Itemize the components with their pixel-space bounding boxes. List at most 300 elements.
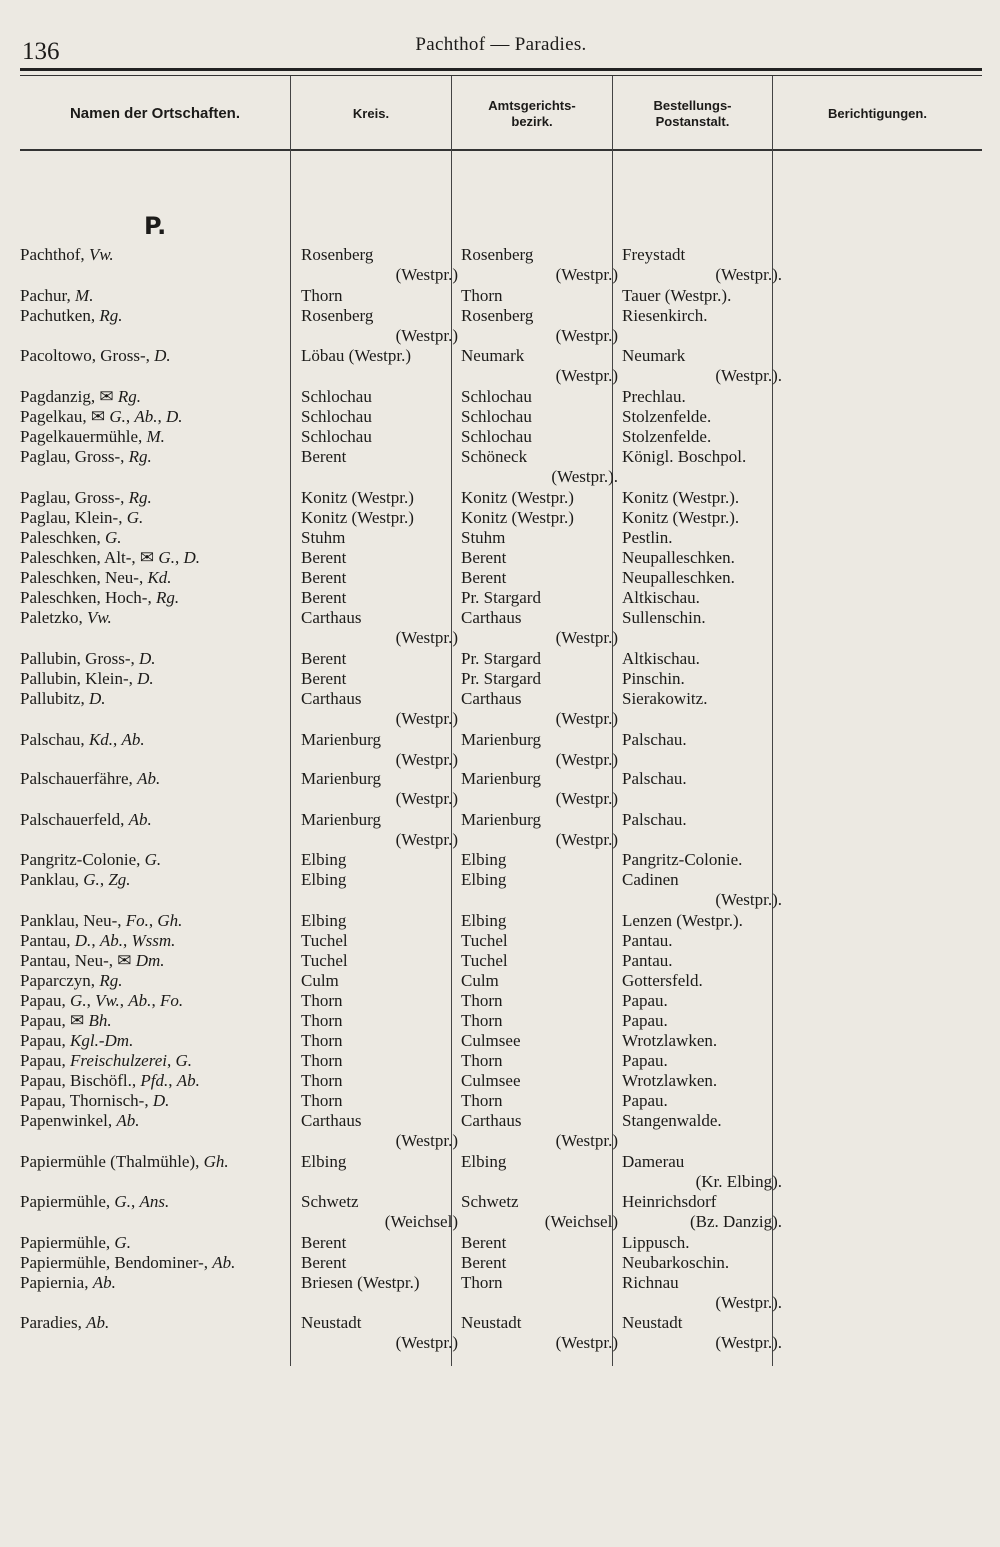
cell-line: Sullenschin. (622, 608, 706, 627)
cell-line: Stangenwalde. (622, 1111, 722, 1130)
cell-line: Konitz (Westpr.). (622, 508, 740, 527)
kreis-cell (301, 1192, 458, 1233)
cell-line: Elbing (461, 1152, 507, 1171)
cell-line: (Westpr.) (395, 1131, 458, 1151)
cell-line: Konitz (Westpr.) (301, 508, 414, 527)
cell-line: Schlochau (301, 387, 372, 406)
cell-line: Thorn (461, 1091, 503, 1110)
amtsgericht-cell (461, 1011, 618, 1031)
place-type-abbr: D. (165, 407, 183, 426)
place-type-abbr: G. (83, 870, 100, 889)
place-name: Palschauerfeld, Ab. (20, 810, 152, 829)
cell-line: Carthaus (301, 1111, 362, 1130)
place-type-abbr: D. (154, 346, 171, 365)
cell-line: (Weichsel) (384, 1212, 458, 1232)
header-rule-thin (20, 75, 982, 76)
cell-line: (Westpr.) (395, 326, 458, 346)
kreis-cell (301, 528, 458, 548)
postanstalt-cell (622, 810, 782, 830)
amtsgericht-cell (461, 528, 618, 548)
amtsgericht-cell (461, 669, 618, 689)
cell-line: (Westpr.). (715, 1293, 782, 1313)
place-name: Pallubin, Gross-, D. (20, 649, 156, 668)
cell-line: Culmsee (461, 1031, 521, 1050)
cell-line: Marienburg (301, 769, 381, 788)
place-type-abbr: Freischulzerei (70, 1051, 167, 1070)
place-name: Panklau, Neu-, Fo., Gh. (20, 911, 183, 930)
cell-line: Carthaus (461, 689, 522, 708)
amtsgericht-cell (461, 730, 618, 771)
cell-line: Elbing (301, 850, 347, 869)
kreis-cell (301, 427, 458, 447)
cell-line: Konitz (Westpr.) (461, 488, 574, 507)
place-type-abbr: Rg. (128, 447, 152, 466)
kreis-cell (301, 1051, 458, 1071)
amtsgericht-cell (461, 245, 618, 286)
place-name: Pantau, Neu-, ✉ Dm. (20, 951, 165, 970)
place-type-abbr: Kd. (147, 568, 172, 587)
place-type-abbr: Ab. (99, 931, 123, 950)
place-name: Pallubin, Klein-, D. (20, 669, 154, 688)
cell-line: Carthaus (301, 689, 362, 708)
cell-line: (Westpr.) (395, 830, 458, 850)
place-type-abbr: Wssm. (131, 931, 176, 950)
place-name: Papiernia, Ab. (20, 1273, 116, 1292)
place-name: Paglau, Gross-, Rg. (20, 447, 152, 466)
kreis-cell (301, 850, 458, 870)
kreis-cell (301, 447, 458, 467)
postanstalt-cell (622, 588, 782, 608)
cell-line: Berent (301, 447, 347, 466)
postanstalt-cell (622, 286, 782, 306)
kreis-cell (301, 931, 458, 951)
cell-line: Tuchel (301, 931, 348, 950)
cell-line: (Westpr.) (555, 326, 618, 346)
column-header-name: Namen der Ortschaften. (69, 105, 241, 122)
cell-line: Schlochau (461, 407, 532, 426)
postanstalt-cell (622, 568, 782, 588)
amtsgericht-cell (461, 407, 618, 427)
postanstalt-cell (622, 427, 782, 447)
cell-line: Pantau. (622, 931, 673, 950)
place-type-abbr: Zg. (108, 870, 131, 889)
cell-line: Thorn (301, 1091, 343, 1110)
cell-line: (Westpr.) (395, 1333, 458, 1353)
place-type-abbr: Rg. (117, 387, 141, 406)
postanstalt-cell (622, 306, 782, 326)
place-type-abbr: Dm. (135, 951, 165, 970)
place-type-abbr: G. (114, 1192, 131, 1211)
place-name: Pachthof, Vw. (20, 245, 114, 264)
postanstalt-cell (622, 1051, 782, 1071)
place-name: Pacoltowo, Gross-, D. (20, 346, 171, 365)
kreis-cell (301, 346, 458, 366)
cell-line: Schlochau (461, 427, 532, 446)
cell-line: Neubarkoschin. (622, 1253, 730, 1272)
postanstalt-cell (622, 245, 782, 286)
amtsgericht-cell (461, 649, 618, 669)
cell-line: (Westpr.) (395, 265, 458, 285)
postanstalt-cell (622, 951, 782, 971)
amtsgericht-cell (461, 488, 618, 508)
cell-line: Papau. (622, 1091, 668, 1110)
kreis-cell (301, 730, 458, 771)
cell-line: Culm (301, 971, 339, 990)
cell-line: (Westpr.) (555, 366, 618, 386)
kreis-cell (301, 488, 458, 508)
cell-line: Elbing (461, 870, 507, 889)
cell-line: (Westpr.) (555, 830, 618, 850)
amtsgericht-cell (461, 951, 618, 971)
kreis-cell (301, 911, 458, 931)
place-type-abbr: Vw. (88, 245, 114, 264)
place-type-abbr: D. (88, 689, 106, 708)
amtsgericht-cell (461, 608, 618, 649)
amtsgericht-cell (461, 1253, 618, 1273)
cell-line: Stolzenfelde. (622, 427, 712, 446)
place-type-abbr: Vw. (87, 608, 112, 627)
cell-line: Culm (461, 971, 499, 990)
cell-line: Thorn (461, 1273, 503, 1292)
cell-line: Berent (461, 548, 507, 567)
kreis-cell (301, 1071, 458, 1091)
place-type-abbr: D. (137, 669, 154, 688)
cell-line: Thorn (461, 1011, 503, 1030)
section-letter: P. (144, 212, 167, 240)
cell-line: (Westpr.) (555, 1131, 618, 1151)
postanstalt-cell (622, 649, 782, 669)
cell-line: (Weichsel) (544, 1212, 618, 1232)
cell-line: Thorn (301, 286, 343, 305)
cell-line: Konitz (Westpr.) (301, 488, 414, 507)
cell-line: Pr. Stargard (461, 669, 541, 688)
cell-line: Pestlin. (622, 528, 673, 547)
cell-line: Marienburg (461, 730, 541, 749)
kreis-cell (301, 810, 458, 851)
cell-line: Altkischau. (622, 649, 700, 668)
place-name: Paleschken, Hoch-, Rg. (20, 588, 180, 607)
cell-line: (Westpr.) (395, 789, 458, 809)
kreis-cell (301, 245, 458, 286)
cell-line: Pangritz-Colonie. (622, 850, 743, 869)
cell-line: Neustadt (301, 1313, 362, 1332)
cell-line: (Bz. Danzig). (689, 1212, 782, 1232)
cell-line: Elbing (461, 850, 507, 869)
place-type-abbr: D. (152, 1091, 170, 1110)
postanstalt-cell (622, 1111, 782, 1131)
postanstalt-cell (622, 407, 782, 427)
place-type-abbr: Pfd. (140, 1071, 169, 1090)
cell-line: Thorn (461, 1051, 503, 1070)
cell-line: Palschau. (622, 730, 687, 749)
place-name: Pangritz-Colonie, G. (20, 850, 162, 869)
cell-line: Thorn (301, 1031, 343, 1050)
postanstalt-cell (622, 1233, 782, 1253)
cell-line: Damerau (622, 1152, 685, 1171)
cell-line: Prechlau. (622, 387, 686, 406)
header-rule-thick (20, 68, 982, 71)
amtsgericht-cell (461, 769, 618, 810)
cell-line: Elbing (301, 1152, 347, 1171)
cell-line: Elbing (461, 911, 507, 930)
place-name: Papau, ✉ Bh. (20, 1011, 112, 1030)
place-name: Palschauerfähre, Ab. (20, 769, 161, 788)
cell-line: Tuchel (301, 951, 348, 970)
place-name: Papau, Freischulzerei, G. (20, 1051, 193, 1070)
cell-line: Berent (461, 1253, 507, 1272)
place-type-abbr: Ab. (212, 1253, 236, 1272)
cell-line: Tuchel (461, 931, 508, 950)
place-name: Paradies, Ab. (20, 1313, 110, 1332)
cell-line: Berent (301, 548, 347, 567)
postanstalt-cell (622, 991, 782, 1011)
place-type-abbr: Ab. (128, 810, 152, 829)
postanstalt-cell (622, 850, 782, 870)
cell-line: Wrotzlawken. (622, 1071, 718, 1090)
kreis-cell (301, 568, 458, 588)
kreis-cell (301, 387, 458, 407)
place-name: Papiermühle (Thalmühle), Gh. (20, 1152, 229, 1171)
amtsgericht-cell (461, 548, 618, 568)
kreis-cell (301, 588, 458, 608)
cell-line: Culmsee (461, 1071, 521, 1090)
column-header-rule (20, 149, 982, 151)
place-type-abbr: Kgl.-Dm. (70, 1031, 134, 1050)
cell-line: (Westpr.) (555, 789, 618, 809)
amtsgericht-cell (461, 427, 618, 447)
amtsgericht-cell (461, 1051, 618, 1071)
place-name: Paleschken, Alt-, ✉ G., D. (20, 548, 200, 567)
amtsgericht-cell (461, 991, 618, 1011)
postanstalt-cell (622, 1192, 782, 1233)
kreis-cell (301, 669, 458, 689)
kreis-cell (301, 508, 458, 528)
cell-line: Palschau. (622, 810, 687, 829)
kreis-cell (301, 870, 458, 890)
cell-line: Thorn (301, 1011, 343, 1030)
cell-line: Schwetz (301, 1192, 359, 1211)
cell-line: Schöneck (461, 447, 528, 466)
place-type-abbr: Ab. (128, 991, 152, 1010)
postanstalt-cell (622, 1313, 782, 1354)
kreis-cell (301, 1152, 458, 1172)
cell-line: (Westpr.). (715, 1333, 782, 1353)
kreis-cell (301, 1273, 458, 1293)
place-type-abbr: Kd. (88, 730, 114, 749)
place-type-abbr: G. (126, 508, 144, 527)
cell-line: Gottersfeld. (622, 971, 703, 990)
amtsgericht-cell (461, 689, 618, 730)
running-head: Pachthof — Paradies. (415, 34, 587, 55)
column-divider-1 (290, 76, 291, 1366)
place-type-abbr: Vw. (95, 991, 120, 1010)
place-name: Paleschken, G. (20, 528, 122, 547)
amtsgericht-cell (461, 286, 618, 306)
cell-line: Neupalleschken. (622, 548, 735, 567)
cell-line: Neumark (461, 346, 525, 365)
kreis-cell (301, 286, 458, 306)
kreis-cell (301, 1313, 458, 1354)
place-name: Pachutken, Rg. (20, 306, 123, 325)
cell-line: Berent (461, 1233, 507, 1252)
cell-line: Palschau. (622, 769, 687, 788)
place-type-abbr: M. (146, 427, 165, 446)
place-type-abbr: Ab. (176, 1071, 200, 1090)
kreis-cell (301, 769, 458, 810)
amtsgericht-cell (461, 911, 618, 931)
postanstalt-cell (622, 488, 782, 508)
place-type-abbr: G. (114, 1233, 131, 1252)
place-name: Papau, Bischöfl., Pfd., Ab. (20, 1071, 200, 1090)
cell-line: (Westpr.) (395, 750, 458, 770)
place-name: Paglau, Gross-, Rg. (20, 488, 152, 507)
place-type-abbr: Bh. (88, 1011, 112, 1030)
postanstalt-cell (622, 931, 782, 951)
cell-line: Berent (301, 669, 347, 688)
cell-line: Konitz (Westpr.) (461, 508, 574, 527)
place-type-abbr: Rg. (99, 306, 123, 325)
cell-line: Neustadt (622, 1313, 683, 1332)
amtsgericht-cell (461, 568, 618, 588)
place-name: Paglau, Klein-, G. (20, 508, 144, 527)
cell-line: Stuhm (301, 528, 346, 547)
amtsgericht-cell (461, 1071, 618, 1091)
place-name: Papau, G., Vw., Ab., Fo. (20, 991, 184, 1010)
cell-line: Thorn (461, 991, 503, 1010)
place-type-abbr: Gh. (157, 911, 183, 930)
cell-line: (Westpr.). (715, 890, 782, 910)
amtsgericht-cell (461, 850, 618, 870)
place-name: Paleschken, Neu-, Kd. (20, 568, 172, 587)
cell-line: (Westpr.) (555, 628, 618, 648)
cell-line: Carthaus (301, 608, 362, 627)
kreis-cell (301, 689, 458, 730)
kreis-cell (301, 991, 458, 1011)
place-name: Papenwinkel, Ab. (20, 1111, 140, 1130)
cell-line: Schlochau (461, 387, 532, 406)
cell-line: Thorn (301, 991, 343, 1010)
cell-line: Rosenberg (301, 306, 374, 325)
cell-line: Berent (301, 568, 347, 587)
cell-line: Schlochau (301, 427, 372, 446)
amtsgericht-cell (461, 1192, 618, 1233)
cell-line: Berent (301, 1233, 347, 1252)
kreis-cell (301, 1011, 458, 1031)
place-type-abbr: Rg. (155, 588, 180, 607)
cell-line: Marienburg (301, 810, 381, 829)
amtsgericht-cell (461, 1152, 618, 1172)
cell-line: Stuhm (461, 528, 506, 547)
cell-line: Königl. Boschpol. (622, 447, 747, 466)
amtsgericht-cell (461, 346, 618, 387)
place-type-abbr: G. (104, 528, 122, 547)
cell-line: (Westpr.) (555, 265, 618, 285)
cell-line: Schlochau (301, 407, 372, 426)
column-header-kreis: Kreis. (352, 106, 390, 121)
kreis-cell (301, 1253, 458, 1273)
amtsgericht-cell (461, 508, 618, 528)
column-header-postanstalt: Bestellungs- Postanstalt. (653, 98, 732, 129)
postanstalt-cell (622, 447, 782, 467)
postanstalt-cell (622, 1091, 782, 1111)
cell-line: (Westpr.) (395, 709, 458, 729)
cell-line: Rosenberg (301, 245, 374, 264)
place-name: Pagelkau, ✉ G., Ab., D. (20, 407, 183, 426)
place-name: Pagdanzig, ✉ Rg. (20, 387, 141, 406)
cell-line: Rosenberg (461, 245, 534, 264)
cell-line: Marienburg (301, 730, 381, 749)
place-type-abbr: Ans. (139, 1192, 170, 1211)
place-type-abbr: G. (70, 991, 87, 1010)
place-name: Pachur, M. (20, 286, 94, 305)
place-type-abbr: G. (158, 548, 175, 567)
cell-line: Tuchel (461, 951, 508, 970)
page-number: 136 (22, 38, 60, 65)
cell-line: Stolzenfelde. (622, 407, 712, 426)
place-type-abbr: G. (144, 850, 162, 869)
cell-line: (Westpr.) (555, 1333, 618, 1353)
cell-line: (Kr. Elbing). (695, 1172, 782, 1192)
cell-line: Lenzen (Westpr.). (622, 911, 743, 930)
postanstalt-cell (622, 1152, 782, 1193)
place-name: Palschau, Kd., Ab. (20, 730, 145, 749)
place-type-abbr: Gh. (203, 1152, 229, 1171)
cell-line: (Westpr.). (551, 467, 618, 487)
amtsgericht-cell (461, 971, 618, 991)
postanstalt-cell (622, 508, 782, 528)
amtsgericht-cell (461, 1273, 618, 1293)
cell-line: (Westpr.) (395, 628, 458, 648)
cell-line: Löbau (Westpr.) (301, 346, 412, 365)
place-type-abbr: Ab. (134, 407, 158, 426)
amtsgericht-cell (461, 588, 618, 608)
cell-line: Pinschin. (622, 669, 685, 688)
cell-line: Marienburg (461, 769, 541, 788)
amtsgericht-cell (461, 1111, 618, 1152)
postanstalt-cell (622, 528, 782, 548)
cell-line: Thorn (461, 286, 503, 305)
postanstalt-cell (622, 387, 782, 407)
place-name: Pallubitz, D. (20, 689, 106, 708)
cell-line: Carthaus (461, 1111, 522, 1130)
cell-line: Freystadt (622, 245, 686, 264)
kreis-cell (301, 951, 458, 971)
cell-line: Berent (461, 568, 507, 587)
place-name: Papiermühle, G., Ans. (20, 1192, 170, 1211)
postanstalt-cell (622, 870, 782, 911)
place-name: Papau, Thornisch-, D. (20, 1091, 170, 1110)
amtsgericht-cell (461, 870, 618, 890)
cell-line: Papau. (622, 1011, 668, 1030)
amtsgericht-cell (461, 931, 618, 951)
cell-line: Richnau (622, 1273, 679, 1292)
cell-line: Pr. Stargard (461, 588, 541, 607)
amtsgericht-cell (461, 1031, 618, 1051)
place-type-abbr: Ab. (86, 1313, 110, 1332)
place-name: Pagelkauermühle, M. (20, 427, 165, 446)
cell-line: Elbing (301, 911, 347, 930)
amtsgericht-cell (461, 810, 618, 851)
postanstalt-cell (622, 689, 782, 709)
place-type-abbr: Ab. (92, 1273, 116, 1292)
cell-line: Berent (301, 1253, 347, 1272)
cell-line: Altkischau. (622, 588, 700, 607)
postanstalt-cell (622, 548, 782, 568)
cell-line: Cadinen (622, 870, 679, 889)
postanstalt-cell (622, 1031, 782, 1051)
cell-line: (Westpr.) (555, 709, 618, 729)
cell-line: Carthaus (461, 608, 522, 627)
